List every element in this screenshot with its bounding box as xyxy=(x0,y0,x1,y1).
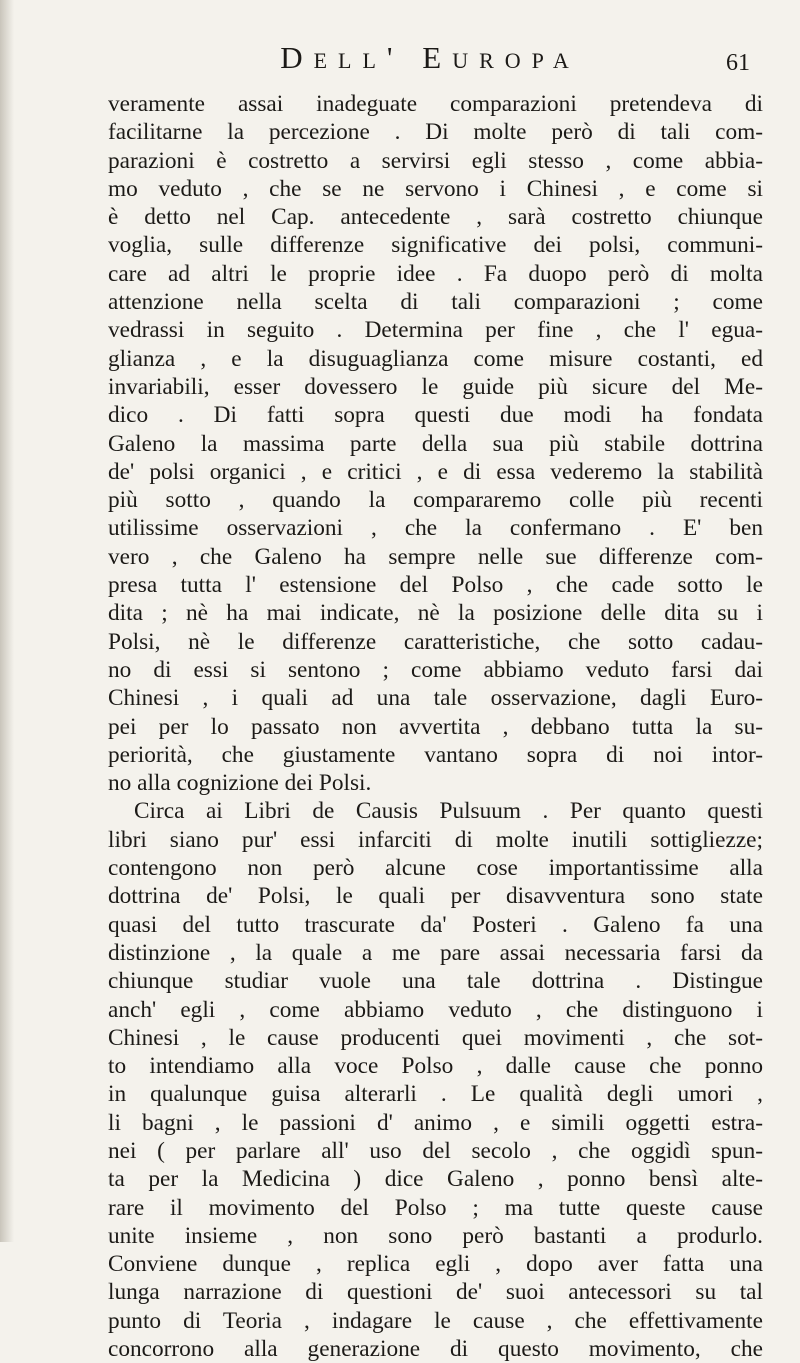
text-line: facilitarne la percezione . Di molte però di tali com- xyxy=(108,119,763,146)
text-line: vedrassi in seguito . Determina per fine , che l' egua- xyxy=(108,317,763,344)
text-line: nei ( per parlare all' uso del secolo , che oggidì spun- xyxy=(108,1137,763,1164)
text-line: mo veduto , che se ne servono i Chinesi , e come si xyxy=(108,175,763,202)
text-line: dottrina de' Polsi, le quali per disavventura sono state xyxy=(108,883,763,910)
text-line: punto di Teoria , indagare le cause , che effettivamente xyxy=(108,1307,763,1334)
text-line: contengono non però alcune cose importantissime alla xyxy=(108,855,763,882)
text-line: presa tutta l' estensione del Polso , che cade sotto le xyxy=(108,572,763,599)
text-line: invariabili, esser dovessero le guide più sicure del Me- xyxy=(108,373,763,400)
page-number: 61 xyxy=(726,50,750,76)
text-line: periorità, che giustamente vantano sopra di noi intor- xyxy=(108,741,763,768)
text-line: vero , che Galeno ha sempre nelle sue differenze com- xyxy=(108,543,763,570)
text-line: voglia, sulle differenze significative dei polsi, communi- xyxy=(108,232,763,259)
text-line: attenzione nella scelta di tali comparazioni ; come xyxy=(108,289,763,316)
text-line: li bagni , le passioni d' animo , e simili oggetti estra- xyxy=(108,1109,763,1136)
text-line: rare il movimento del Polso ; ma tutte queste cause xyxy=(108,1194,763,1221)
text-line: distinzione , la quale a me pare assai necessaria farsi da xyxy=(108,939,763,966)
text-line: no di essi si sentono ; come abbiamo veduto farsi dai xyxy=(108,656,763,683)
text-line: Polsi, nè le differenze caratteristiche, che sotto cadau- xyxy=(108,628,763,655)
text-line: Galeno la massima parte della sua più stabile dottrina xyxy=(108,430,763,457)
running-title: Dell' Europa xyxy=(280,40,580,75)
text-line: dico . Di fatti sopra questi due modi ha fondata xyxy=(108,402,763,429)
paragraph-start-line: Circa ai Libri de Causis Pulsuum . Per quanto questi xyxy=(134,798,763,825)
body-text xyxy=(108,90,763,1363)
text-line: lunga narrazione di questioni de' suoi antecessori su tal xyxy=(108,1279,763,1306)
text-line: quasi del tutto trascurate da' Posteri . Galeno fa una xyxy=(108,911,763,938)
text-line: unite insieme , non sono però bastanti a produrlo. xyxy=(108,1222,763,1249)
text-line: concorrono alla generazione di questo movimento, che xyxy=(108,1336,763,1363)
page-gutter-shadow xyxy=(0,0,14,1242)
text-line: de' polsi organici , e critici , e di essa vederemo la stabilità xyxy=(108,458,763,485)
text-line: ta per la Medicina ) dice Galeno , ponno bensì alte- xyxy=(108,1166,763,1193)
text-line: no alla cognizione dei Polsi. xyxy=(108,770,372,797)
text-line: anch' egli , come abbiamo veduto , che distinguono i xyxy=(108,996,763,1023)
text-line: Conviene dunque , replica egli , dopo aver fatta una xyxy=(108,1251,763,1278)
text-line: utilissime osservazioni , che la confermano . E' ben xyxy=(108,515,763,542)
text-line: veramente assai inadeguate comparazioni pretendeva di xyxy=(108,91,763,117)
text-line: Chinesi , i quali ad una tale osservazione, dagli Euro- xyxy=(108,685,763,712)
text-line: pei per lo passato non avvertita , debbano tutta la su- xyxy=(108,713,763,740)
text-line: to intendiamo alla voce Polso , dalle cause che ponno xyxy=(108,1053,763,1080)
text-line: chiunque studiar vuole una tale dottrina . Distingue xyxy=(108,968,763,995)
text-line: dita ; nè ha mai indicate, nè la posizione delle dita su i xyxy=(108,600,763,627)
text-line: Chinesi , le cause producenti quei movimenti , che sot- xyxy=(108,1024,763,1051)
text-line: glianza , e la disuguaglianza come misure costanti, ed xyxy=(108,345,763,372)
text-line: più sotto , quando la compararemo colle più recenti xyxy=(108,487,763,514)
running-head xyxy=(110,40,750,80)
text-line: in qualunque guisa alterarli . Le qualità degli umori , xyxy=(108,1081,763,1108)
text-line: è detto nel Cap. antecedente , sarà costretto chiunque xyxy=(108,204,763,231)
text-line: libri siano pur' essi infarciti di molte inutili sottigliezze; xyxy=(108,826,763,853)
text-line: parazioni è costretto a servirsi egli stesso , come abbia- xyxy=(108,147,763,174)
text-line: care ad altri le proprie idee . Fa duopo però di molta xyxy=(108,260,763,287)
